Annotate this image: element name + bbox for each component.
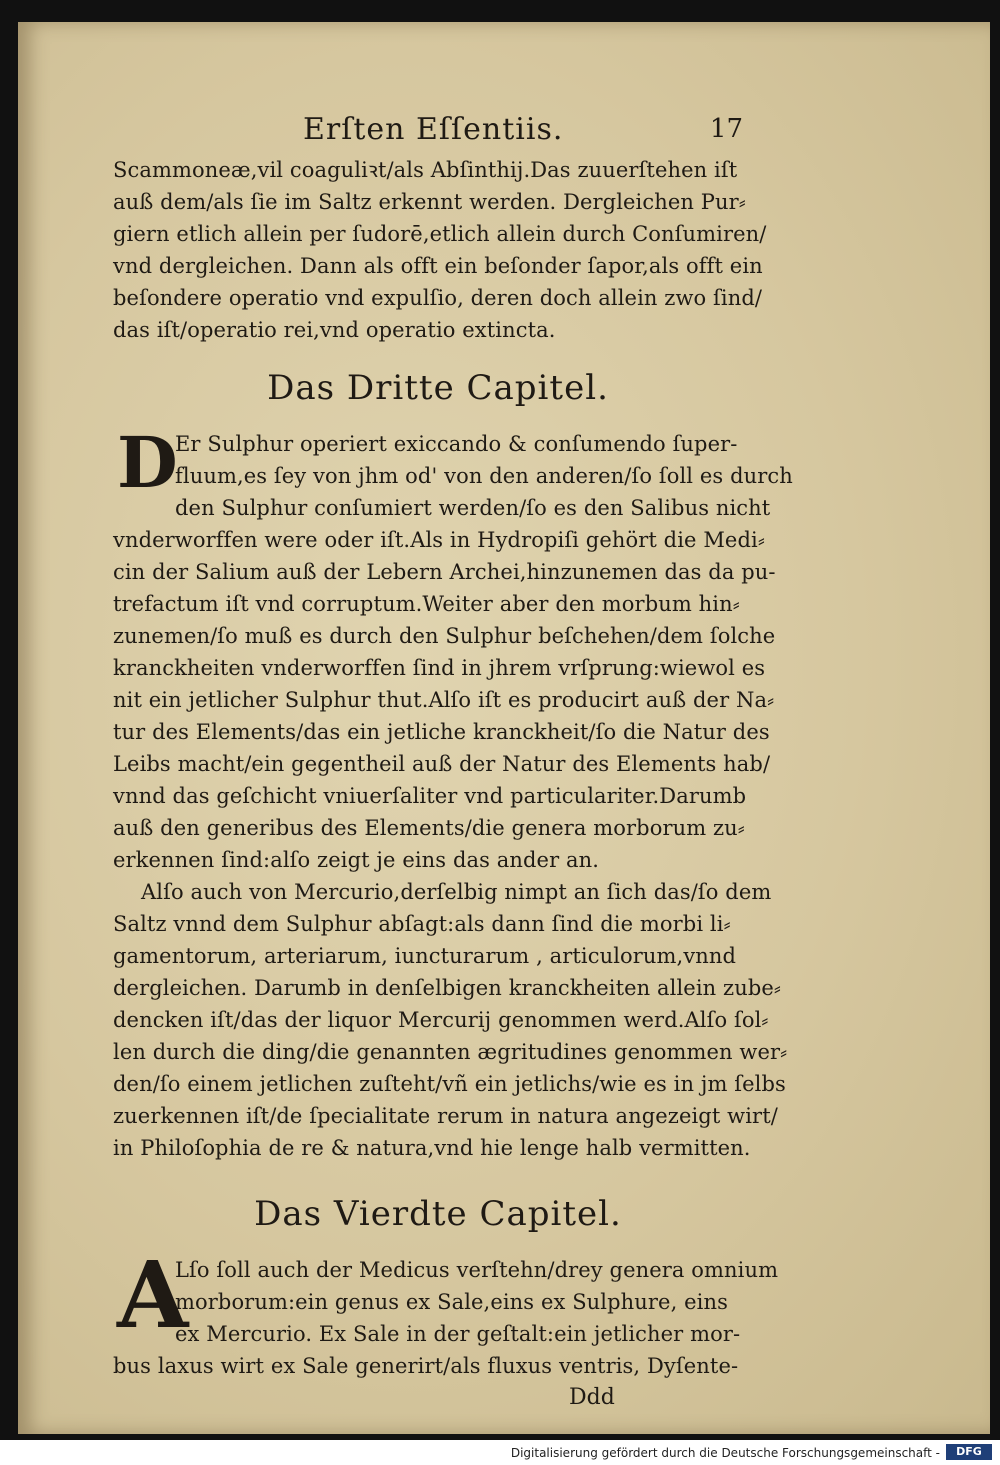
running-title: Erſten Eſſentiis. <box>303 112 564 147</box>
catchword: Ddd <box>569 1385 615 1410</box>
chapter-heading-4: Das Vierdte Capitel. <box>254 1194 622 1234</box>
text-line: den/ſo einem jetlichen zuſteht/vñ ein jetlichs/wie es in jm ſelbs <box>113 1072 786 1096</box>
text-line: cin der Salium auß der Lebern Archei,hinzunemen das da pu- <box>113 560 776 584</box>
text-line: den Sulphur conſumiert werden/ſo es den Salibus nicht <box>175 496 771 520</box>
drop-cap-initial: A <box>117 1241 189 1349</box>
text-line: len durch die ding/die genannten ægritudines genommen wer⸗ <box>113 1040 788 1064</box>
text-line: tur des Elements/das ein jetliche kranckheit/ſo die Natur des <box>113 720 770 744</box>
text-line: Saltz vnnd dem Sulphur abſagt:als dann ſind die morbi li⸗ <box>113 912 731 936</box>
dfg-logo[interactable]: DFG <box>946 1444 992 1460</box>
text-line: Lſo ſoll auch der Medicus verſtehn/drey genera omnium <box>175 1258 779 1282</box>
page-number: 17 <box>709 114 743 144</box>
chapter-3-paragraph <box>113 421 793 876</box>
text-line: vnnd das geſchicht vniuerſaliter vnd particulariter.Darumb <box>113 784 747 808</box>
text-line: Scammoneæ,vil coaguliꝛt/als Abſinthij.Das zuuerſtehen iſt <box>113 158 738 182</box>
text-line: erkennen ſind:alſo zeigt je eins das ander an. <box>113 848 600 872</box>
text-line: zuerkennen iſt/de ſpecialitate rerum in natura angezeigt wirt/ <box>113 1104 778 1128</box>
text-line: zunemen/ſo muß es durch den Sulphur beſchehen/dem ſolche <box>113 624 776 648</box>
text-line: nit ein jetlicher Sulphur thut.Alſo iſt es producirt auß der Na⸗ <box>113 688 775 712</box>
text-line: kranckheiten vnderworffen ſind in jhrem vrſprung:wiewol es <box>113 656 766 680</box>
text-line: beſondere operatio vnd expulſio, deren doch allein zwo ſind/ <box>113 286 763 310</box>
text-line: trefactum iſt vnd corruptum.Weiter aber den morbum hin⸗ <box>113 592 740 616</box>
text-line: dencken iſt/das der liquor Mercurij genommen werd.Alſo ſol⸗ <box>113 1008 769 1032</box>
text-line: dergleichen. Darumb in denſelbigen kranckheiten allein zube⸗ <box>113 976 781 1000</box>
text-line: das iſt/operatio rei,vnd operatio extincta. <box>113 318 556 342</box>
text-line: giern etlich allein per ſudorē,etlich allein durch Conſumiren/ <box>113 222 767 246</box>
text-line: Er Sulphur operiert exiccando & conſumendo ſuper- <box>175 432 738 456</box>
running-head <box>113 112 763 154</box>
text-line: auß dem/als ſie im Saltz erkennt werden. Dergleichen Pur⸗ <box>113 190 746 214</box>
digitization-footer <box>0 1440 1000 1465</box>
text-block <box>113 112 793 1414</box>
text-line: vnd dergleichen. Dann als offt ein beſonder ſapor,als offt ein <box>113 254 763 278</box>
text-line: ex Mercurio. Ex Sale in der geſtalt:ein jetlicher mor- <box>175 1322 741 1346</box>
chapter-4-paragraph <box>113 1241 779 1382</box>
footer-credit: Digitalisierung gefördert durch die Deutsche Forschungsgemeinschaft - <box>510 1446 940 1460</box>
drop-cap-initial: D <box>117 421 178 504</box>
text-line: vnderworffen were oder iſt.Als in Hydropiſi gehört die Medi⸗ <box>113 528 765 552</box>
text-line: Leibs macht/ein gegentheil auß der Natur des Elements hab/ <box>113 752 771 776</box>
text-line: bus laxus wirt ex Sale generirt/als fluxus ventris, Dyſente- <box>113 1354 739 1378</box>
book-page <box>18 22 990 1434</box>
text-line: morborum:ein genus ex Sale,eins ex Sulphure, eins <box>175 1290 728 1314</box>
text-line: in Philoſophia de re & natura,vnd hie lenge halb vermitten. <box>113 1136 751 1160</box>
text-line: fluum,es ſey von jhm od' von den anderen/ſo ſoll es durch <box>175 464 793 488</box>
chapter-3-second-paragraph <box>113 876 788 1164</box>
opening-paragraph <box>113 154 767 346</box>
text-line: Alſo auch von Mercurio,derſelbig nimpt an ſich das/ſo dem <box>141 880 772 904</box>
text-line: gamentorum, arteriarum, iuncturarum , articulorum,vnnd <box>113 944 737 968</box>
chapter-heading-3: Das Dritte Capitel. <box>267 368 609 408</box>
text-line: auß den generibus des Elements/die genera morborum zu⸗ <box>113 816 745 840</box>
